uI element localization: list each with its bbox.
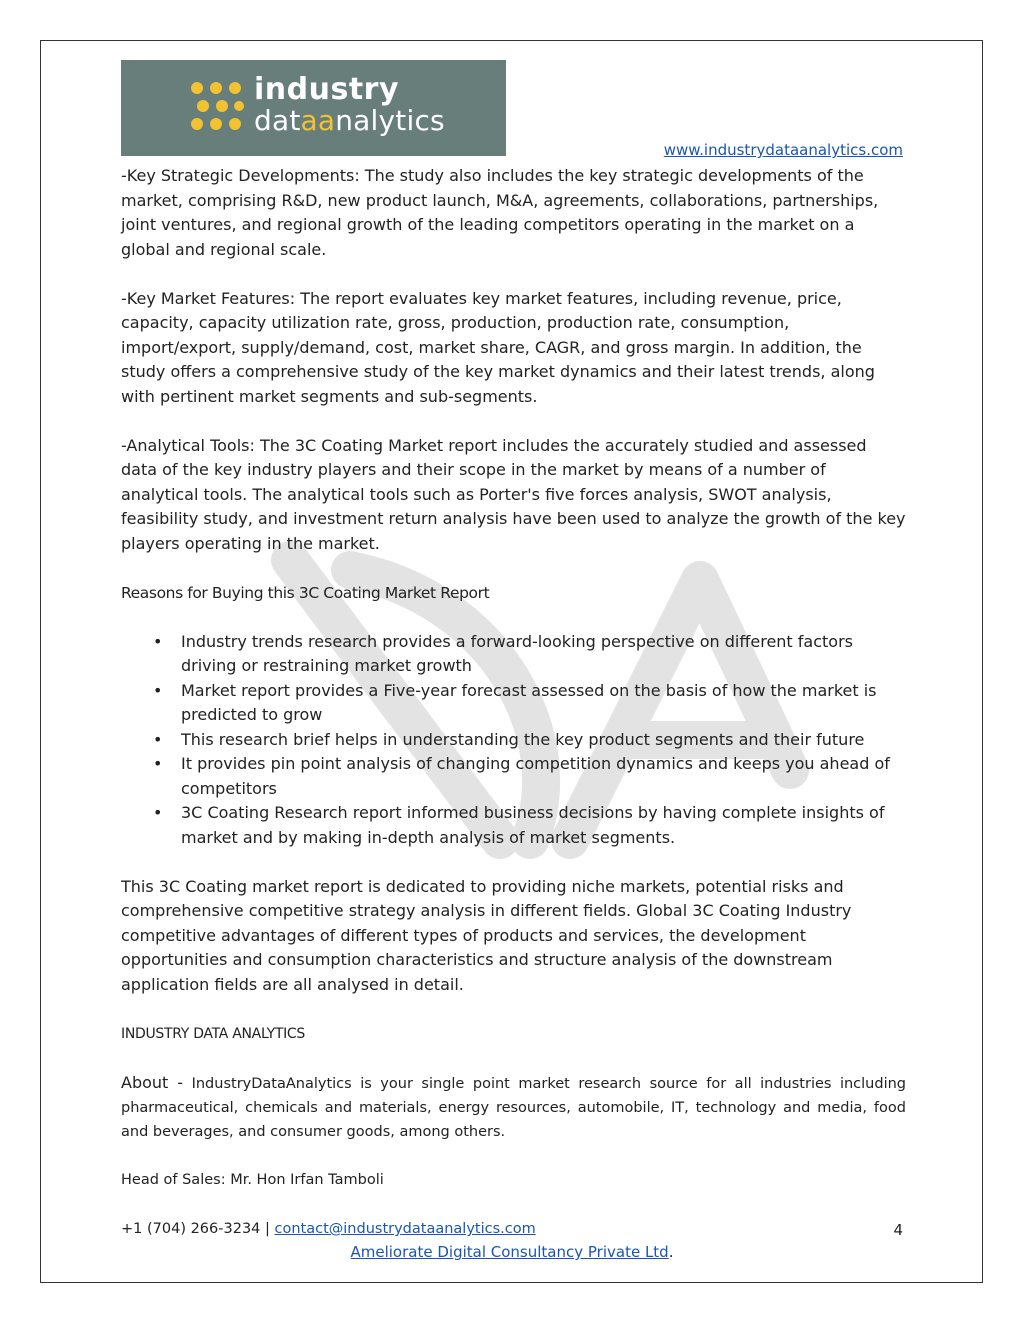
list-item: • It provides pin point analysis of changing competition dynamics and keeps you ahead of competitors <box>181 752 906 801</box>
phone-number: +1 (704) 266-3234 <box>121 1221 261 1237</box>
company-footer-link[interactable]: Ameliorate Digital Consultancy Private Ltd <box>350 1243 669 1261</box>
market-summary-paragraph: This 3C Coating market report is dedicated to providing niche markets, potential risks and comprehensive competitive strategy analysis in different fields. Global 3C Coating Industry competitive advantages of different types of products and services, the development opportunities and consumption characteristics and structure analysis of the downstream application fields are all analysed in detail. <box>121 876 852 994</box>
analytical-tools-paragraph: -Analytical Tools: The 3C Coating Market report includes the accurately studied and assessed data of the key industry players and their scope in the market by means of a number of analytical tools. The analytical tools such as Porter's five forces analysis, SWOT analysis, feasibility study, and investment return analysis have been used to analyze the growth of the key players operating in the market. <box>121 435 906 553</box>
email-link[interactable]: contact@industrydataanalytics.com <box>274 1221 536 1237</box>
list-item: • Industry trends research provides a forward-looking perspective on different factors driving or restraining market growth <box>181 630 906 679</box>
contact-line <box>121 1217 906 1242</box>
company-logo <box>121 60 506 156</box>
reasons-list <box>121 630 906 851</box>
reasons-heading: Reasons for Buying this 3C Coating Market Report <box>121 583 490 602</box>
about-paragraph <box>121 1071 906 1144</box>
list-item: • 3C Coating Research report informed business decisions by having complete insights of market and by making in-depth analysis of market segments. <box>181 801 906 850</box>
company-heading: INDUSTRY DATA ANALYTICS <box>121 1025 305 1042</box>
list-item: • This research brief helps in understanding the key product segments and their future <box>181 728 906 753</box>
key-market-features-paragraph: -Key Market Features: The report evaluates key market features, including revenue, price, capacity, capacity utilization rate, gross, production, production rate, consumption, import/export, supply/demand, cost, market share, CAGR, and gross margin. In addition, the study offers a comprehensive study of the key market dynamics and their latest trends, along with pertinent market segments and sub-segments. <box>121 288 875 406</box>
document-body <box>121 164 906 1266</box>
about-label: About - <box>121 1072 184 1092</box>
logo-word-industry: industry <box>254 72 400 107</box>
footer <box>0 1243 1024 1261</box>
logo-word-dataanalytics: dataanalytics <box>254 104 445 137</box>
key-strategic-developments-paragraph: -Key Strategic Developments: The study also includes the key strategic developments of the market, comprising R&D, new product launch, M&A, agreements, collaborations, partnerships, joint ventures, and regional growth of the leading competitors operating in the market on a global and regional scale. <box>121 166 879 259</box>
dots-icon <box>189 80 245 132</box>
about-text: IndustryDataAnalytics is your single point market research source for all industries including pharmaceutical, chemicals and materials, energy resources, automobile, IT, technology and media, food and beverages, and consumer goods, among others. <box>121 1075 906 1140</box>
list-item: • Market report provides a Five-year forecast assessed on the basis of how the market is predicted to grow <box>181 679 906 728</box>
website-link[interactable]: www.industrydataanalytics.com <box>663 141 903 159</box>
footer-period: . <box>668 1243 674 1261</box>
page-number: 4 <box>893 1221 903 1239</box>
head-of-sales: Head of Sales: Mr. Hon Irfan Tamboli <box>121 1172 384 1188</box>
separator: | <box>265 1221 270 1237</box>
